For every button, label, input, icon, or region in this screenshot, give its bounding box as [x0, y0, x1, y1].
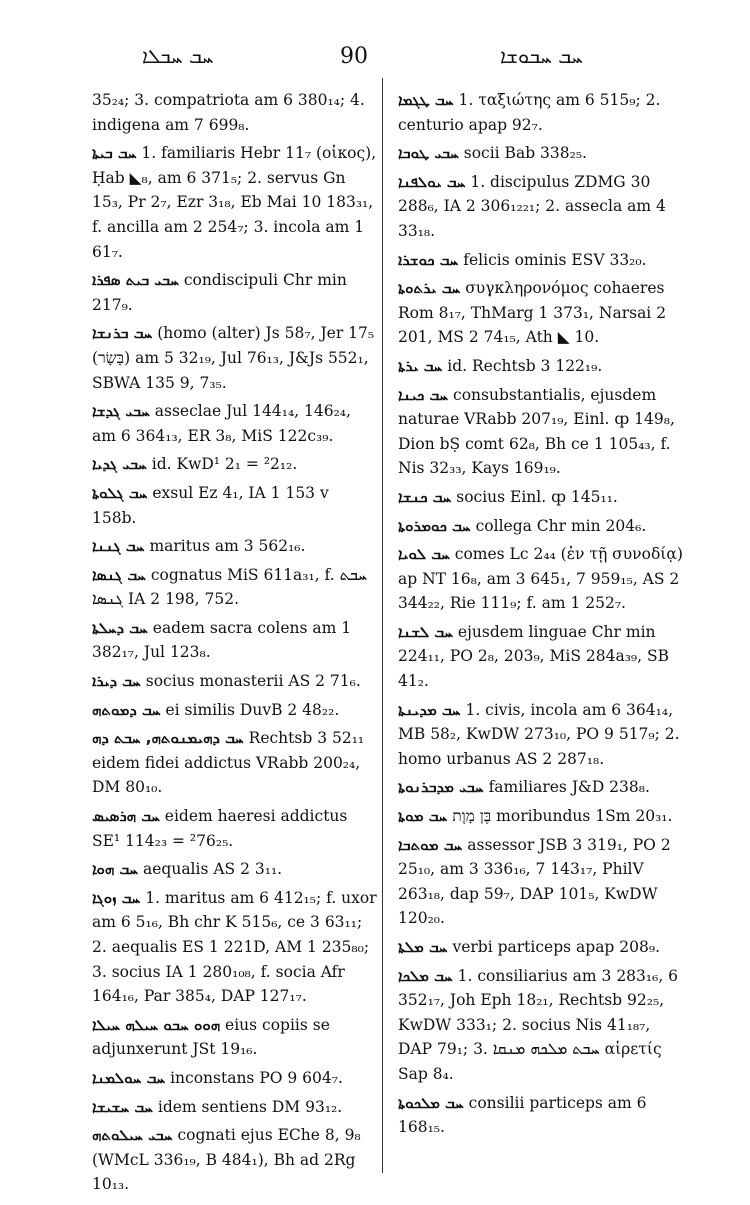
- entry-headword: ܚܒ ܡܘܬܒܐ: [398, 835, 463, 854]
- entry-text: 1. ταξιώτης am 6 515₉; 2. centurio apap 92₇.: [398, 91, 661, 134]
- entry-headword: ܚܒ ܡܠܟܘܬܐ: [398, 1093, 464, 1112]
- entry-text: cognati ejus EChe 8, 9₈ (WMcL 336₁₉, B 484₁), Bh ad 2Rg 10₁₃.: [92, 1126, 361, 1194]
- entry-headword: ܚܒ ܚܘܠܡܢܐ: [92, 1068, 166, 1087]
- entry-text: condiscipuli Chr min 217₉.: [92, 271, 347, 314]
- dictionary-entry: [398, 1091, 683, 1140]
- entry-text: cognatus MiS 611a₃₁, f. ܚܒܬ ܓܢܣܐ IA 2 198, 752.: [92, 565, 368, 609]
- entry-headword: ܚܒ ܛܓܡܐ: [398, 91, 454, 109]
- page-number: 90: [340, 44, 368, 69]
- entry-headword: ܚܒ ܗܘܐ: [92, 860, 139, 879]
- entry-headword: ܚܒ ܝܘܠܦܢܐ: [398, 172, 466, 191]
- entry-text: assessor JSB 3 319₁, PO 2 25₁₀, am 3 336₁₆, 7 143₁₇, PhilV 263₁₈, dap 59₇, DAP 101₅, KwDW 120₂₀.: [398, 835, 671, 928]
- entry-headword: ܚܒ ܓܢܣܐ: [92, 565, 146, 584]
- entry-text: 35₂₄; 3. compatriota am 6 380₁₄; 4. indigena am 7 699₈.: [92, 91, 365, 134]
- entry-text: 1. maritus am 6 412₁₅; f. uxor am 6 5₁₆, Bh chr K 515₆, ce 3 63₁₁; 2. aequalis ES 1 221D, AM 1 235₈₀; 3. socius IA 1 280₁₀₈, f. socia Afr 164₁₆, Par 385₄, DAP 127₁₇.: [92, 888, 377, 1006]
- entry-text: בֶּן מָוֶת moribundus 1Sm 20₃₁.: [452, 807, 673, 826]
- entry-headword: ܚܒ ܟܘܫܪܐ: [398, 250, 459, 269]
- dictionary-entry: [92, 857, 377, 882]
- dictionary-entry: [92, 669, 377, 694]
- entry-text: socii Bab 338₂₅.: [463, 144, 587, 163]
- dictionary-entry: [398, 514, 683, 539]
- entry-text: familiares J&D 238₈.: [488, 778, 650, 797]
- entry-text: (homo (alter) Js 58₇, Jer 17₅ (בָּשָׂר) am 5 32₁₉, Jul 76₁₃, J&Js 552₁, SBWA 135 9, 7₃₅.: [92, 324, 375, 392]
- dictionary-entry: [92, 268, 377, 317]
- entry-text: collega Chr min 204₆.: [475, 516, 647, 535]
- entry-text: idem sentiens DM 93₁₂.: [157, 1097, 343, 1116]
- dictionary-entry: [92, 616, 377, 665]
- entry-headword: ܚܒܝ ܡܕܒܪܢܘܬܐ: [398, 778, 484, 797]
- entry-headword: ܚܒ ܕܗܝܡܢܘܬܗ, ܚܒܬ ܕܗ: [92, 729, 244, 748]
- entry-headword: ܚܒ ܡܠܬܐ: [398, 938, 448, 956]
- entry-text: eidem haeresi addictus SE¹ 114₂₃ = ²76₂₅.: [92, 807, 348, 850]
- entry-headword: ܚܒ ܕܝܪܐ: [92, 672, 141, 691]
- entry-headword: ܚܒܝ ܚܝܠܘܬܗ: [92, 1126, 173, 1145]
- dictionary-entry: [92, 886, 377, 1009]
- entry-text: 1. familiaris Hebr 11₇ (οἰκος), Ḥab ◣₈, am 6 371₅; 2. servus Gn 15₃, Pr 2₇, Ezr 3₁₈, Eb Mai 10 183₃₁, f. ancilla am 2 254₇; 3. incola am 1 61₇.: [92, 144, 377, 261]
- entry-headword: ܚܒ ܝܪܬܐ: [398, 356, 443, 375]
- dictionary-entry: [92, 452, 377, 477]
- dictionary-entry: [92, 1013, 377, 1062]
- dictionary-entry: [92, 88, 377, 137]
- dictionary-entry: [92, 1066, 377, 1091]
- dictionary-entry: [92, 1095, 377, 1120]
- entry-text: maritus am 3 562₁₆.: [149, 537, 306, 556]
- dictionary-entry: [398, 804, 683, 829]
- dictionary-entry: [92, 726, 377, 800]
- entry-headword: ܚܒ ܗܪܣܝܣ: [92, 807, 160, 826]
- entry-headword: ܚܒ ܕܚܠܬܐ: [92, 618, 148, 637]
- entry-headword: ܚܒ ܡܠܟܐ: [398, 966, 453, 985]
- entry-text: verbi particeps apap 208₉.: [452, 938, 661, 956]
- dictionary-entry: [398, 141, 683, 166]
- entry-text: inconstans PO 9 604₇.: [170, 1068, 343, 1087]
- dictionary-entry: [398, 170, 683, 244]
- entry-headword: ܚܒ ܡܕܝܢܬܐ: [398, 700, 461, 719]
- dictionary-entry: [92, 534, 377, 559]
- entry-headword: ܚܒܝ ܓܕܫܐ: [92, 402, 150, 421]
- entry-headword: ܚܒ ܓܢܢܐ: [92, 537, 145, 556]
- dictionary-entry: [92, 321, 377, 395]
- entry-text: aequalis AS 2 3₁₁.: [143, 860, 283, 879]
- entry-headword: ܚܒܝ ܛܘܒܐ: [398, 144, 459, 163]
- entry-headword: ܚܒ ܡܘܬܐ: [398, 807, 448, 826]
- entry-headword: ܚܒ ܟܢܫܐ: [398, 487, 452, 506]
- entry-text: 1. civis, incola am 6 364₁₄, MB 58₂, KwDW 273₁₀, PO 9 517₉; 2. homo urbanus AS 2 287₁₈.: [398, 700, 680, 768]
- dictionary-entry: [92, 141, 377, 264]
- entry-headword: ܚܒܝ ܒܝܬ ܣܦܪܐ: [92, 271, 179, 290]
- dictionary-entry: [398, 542, 683, 616]
- entry-text: eadem sacra colens am 1 382₁₇, Jul 123₈.: [92, 618, 352, 662]
- entry-text: id. KwD¹ 2₁ = ²2₁₂.: [151, 455, 298, 474]
- dictionary-entry: [92, 1123, 377, 1197]
- running-header: [0, 38, 750, 74]
- entry-text: 1. consiliarius am 3 283₁₆, 6 352₁₇, Joh Eph 18₂₁, Rechtsb 92₂₅, KwDW 333₁; 2. socius Nis 41₁₈₇, DAP 79₁; 3. ܚܒܬ ܡܠܟܗ ܡܢܩܐ αἱρετίς Sap 8₄.: [398, 966, 679, 1083]
- right-column: [398, 88, 683, 1144]
- entry-headword: ܚܒ ܒܝܬܐ: [92, 144, 137, 163]
- entry-text: ei similis DuvB 2 48₂₂.: [165, 700, 340, 719]
- entry-text: asseclae Jul 144₁₄, 146₂₄, am 6 364₁₃, ER 3₈, MiS 122c₃₉.: [92, 402, 351, 445]
- dictionary-entry: [398, 833, 683, 931]
- entry-headword: ܚܒ ܝܪܬܘܬܐ: [398, 279, 461, 298]
- entry-headword: ܚܒ ܟܝܢܐ: [398, 385, 449, 404]
- dictionary-entry: [92, 481, 377, 530]
- entry-headword: ܚܒ ܠܫܢܐ: [398, 622, 453, 641]
- dictionary-entry: [398, 964, 683, 1087]
- entry-text: consubstantialis, ejusdem naturae VRabb 207₁₉, Einl. ȹ 149₈, Dion bṢ comt 62₈, Bh ce 1 105₄₃, f. Nis 32₃₃, Kays 169₁₉.: [398, 385, 675, 478]
- entry-headword: ܚܒ ܕܡܘܬܗ: [92, 700, 161, 719]
- left-column: [92, 88, 377, 1201]
- dictionary-entry: [92, 698, 377, 723]
- entry-headword: ܚܒ ܙܘܓܐ: [92, 888, 141, 907]
- dictionary-entry: [92, 804, 377, 853]
- entry-text: eius copiis se adjunxerunt JSt 19₁₆.: [92, 1015, 330, 1059]
- running-head-right: ܚܒ ܚܒܘܫܐ: [500, 44, 583, 68]
- column-divider: [382, 78, 383, 1173]
- entry-text: ejusdem linguae Chr min 224₁₁, PO 2₈, 203₉, MiS 284a₃₉, SB 41₂.: [398, 622, 670, 691]
- entry-text: comes Lc 2₄₄ (ἐν τῇ συνοδίᾳ) ap NT 16₈, am 3 645₁, 7 959₁₅, AS 2 344₂₂, Rie 111₉; f. am 1 252₇.: [398, 545, 683, 613]
- dictionary-entry: [398, 248, 683, 273]
- entry-text: felicis ominis ESV 33₂₀.: [463, 250, 647, 269]
- entry-text: exsul Ez 4₁, IA 1 153 v 158b.: [92, 483, 329, 527]
- entry-text: Rechtsb 3 52₁₁ eidem fidei addictus VRabb 200₂₄, DM 80₁₀.: [92, 729, 365, 797]
- entry-headword: ܚܒ ܟܘܡܪܘܬܐ: [398, 516, 471, 535]
- entry-headword: ܗܘܘ ܚܒܘ ܚܝܠܗ ܚܝܠܐ: [92, 1015, 221, 1034]
- entry-text: consilii particeps am 6 168₁₅.: [398, 1093, 647, 1137]
- entry-headword: ܚܒܝ ܓܕܝܐ: [92, 455, 147, 474]
- dictionary-entry: [398, 383, 683, 481]
- entry-text: 1. discipulus ZDMG 30 288₆, IA 2 306₁₂₂₁; 2. assecla am 4 33₁₈.: [398, 172, 666, 240]
- dictionary-entry: [398, 775, 683, 800]
- dictionary-entry: [92, 563, 377, 612]
- running-head-left: ܚܒ ܚܒܠܐ: [142, 44, 214, 68]
- dictionary-entry: [398, 935, 683, 960]
- dictionary-entry: [398, 276, 683, 350]
- entry-text: socius Einl. ȹ 145₁₁.: [456, 487, 618, 506]
- entry-headword: ܚܒ ܠܘܝܐ: [398, 545, 450, 564]
- dictionary-entry: [398, 485, 683, 510]
- dictionary-entry: [398, 620, 683, 694]
- entry-headword: ܚܒ ܒܪܢܫܐ: [92, 324, 153, 343]
- entry-headword: ܚܒ ܚܫܝܫܐ: [92, 1097, 153, 1116]
- dictionary-entry: [92, 399, 377, 448]
- dictionary-entry: [398, 88, 683, 137]
- entry-text: socius monasterii AS 2 71₆.: [145, 672, 361, 691]
- entry-headword: ܚܒ ܓܠܘܬܐ: [92, 483, 148, 502]
- entry-text: συγκληρονόμος cohaeres Rom 8₁₇, ThMarg 1 373₁, Narsai 2 201, MS 2 74₁₅, Ath ◣ 10.: [398, 279, 667, 347]
- dictionary-entry: [398, 354, 683, 379]
- entry-text: id. Rechtsb 3 122₁₉.: [447, 356, 603, 375]
- dictionary-entry: [398, 698, 683, 772]
